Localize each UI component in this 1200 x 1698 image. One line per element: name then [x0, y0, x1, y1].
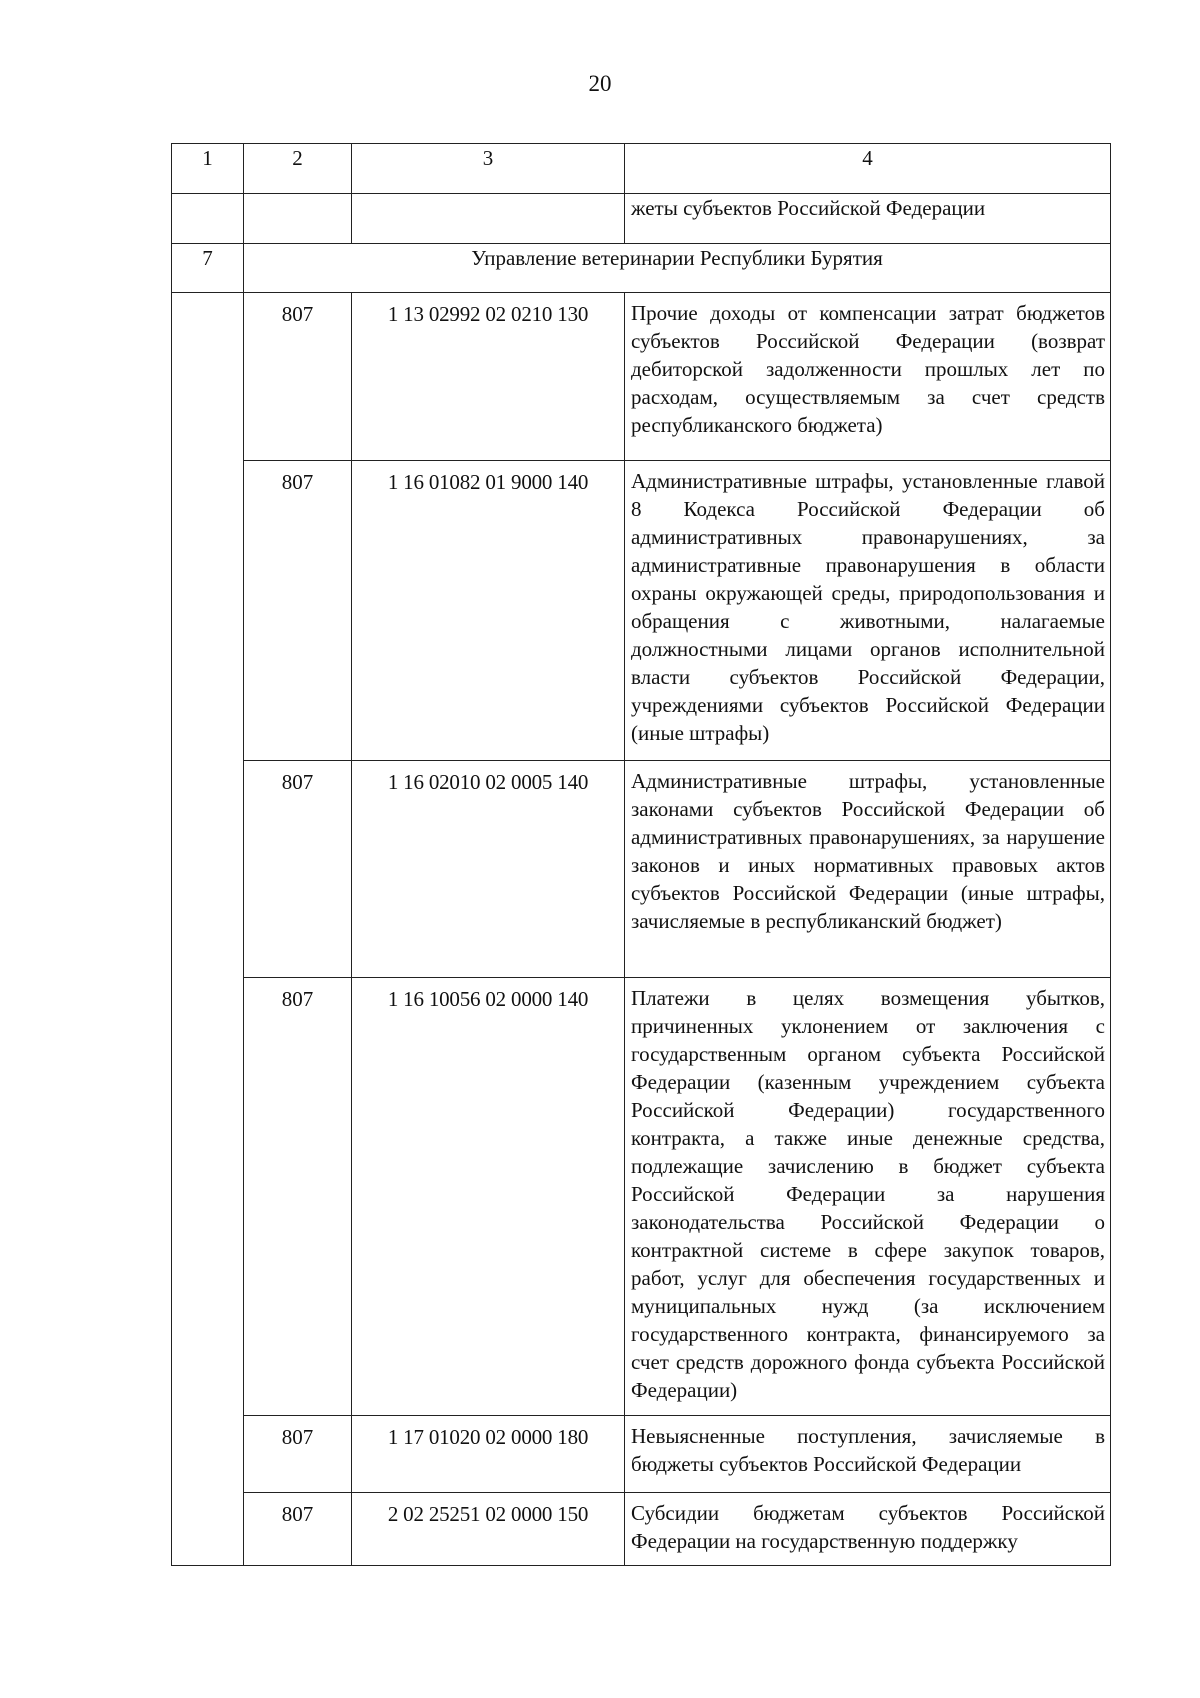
section-title: Управление ветеринарии Республики Бурятия	[244, 244, 1111, 293]
column-header-3: 3	[352, 144, 625, 194]
income-codes-table	[171, 143, 1111, 1566]
continuation-text: жеты субъектов Российской Федерации	[625, 194, 1111, 244]
section-number: 7	[172, 244, 244, 293]
income-description: Административные штрафы, установленные законами субъектов Российской Федерации об административных правонарушениях, за нарушение законов и иных нормативных правовых актов субъектов Российской Федерации (иные штрафы, зачисляемые в республиканский бюджет)	[625, 761, 1111, 978]
admin-code: 807	[244, 461, 352, 761]
income-description: Административные штрафы, установленные главой 8 Кодекса Российской Федерации об административных правонарушениях, за административные правонарушения в области охраны окружающей среды, природопользования и обращения с животными, налагаемые должностными лицами органов исполнительной власти субъектов Российской Федерации, учреждениями субъектов Российской Федерации (иные штрафы)	[625, 461, 1111, 761]
empty-cell	[352, 194, 625, 244]
admin-code: 807	[244, 761, 352, 978]
table-row	[172, 1416, 1111, 1493]
income-code: 1 16 01082 01 9000 140	[352, 461, 625, 761]
income-description: Невыясненные поступления, зачисляемые в бюджеты субъектов Российской Федерации	[625, 1416, 1111, 1493]
income-code: 2 02 25251 02 0000 150	[352, 1493, 625, 1566]
table-row	[172, 761, 1111, 978]
income-code: 1 17 01020 02 0000 180	[352, 1416, 625, 1493]
table-header-row	[172, 144, 1111, 194]
column-header-2: 2	[244, 144, 352, 194]
page-number: 20	[588, 71, 612, 96]
admin-code: 807	[244, 978, 352, 1416]
income-code: 1 16 02010 02 0005 140	[352, 761, 625, 978]
continuation-row	[172, 194, 1111, 244]
empty-cell	[172, 194, 244, 244]
admin-code: 807	[244, 293, 352, 461]
admin-code: 807	[244, 1493, 352, 1566]
admin-code: 807	[244, 1416, 352, 1493]
section-number-span-cell	[172, 293, 244, 1566]
column-header-1: 1	[172, 144, 244, 194]
income-code: 1 13 02992 02 0210 130	[352, 293, 625, 461]
section-row	[172, 244, 1111, 293]
income-description: Прочие доходы от компенсации затрат бюджетов субъектов Российской Федерации (возврат дебиторской задолженности прошлых лет по расходам, осуществляемым за счет средств республиканского бюджета)	[625, 293, 1111, 461]
column-header-4: 4	[625, 144, 1111, 194]
table-row	[172, 293, 1111, 461]
income-description: Платежи в целях возмещения убытков, причиненных уклонением от заключения с государственным органом субъекта Российской Федерации (казенным учреждением субъекта Российской Федерации) государственного контракта, а также иные денежные средства, подлежащие зачислению в бюджет субъекта Российской Федерации за нарушения законодательства Российской Федерации о контрактной системе в сфере закупок товаров, работ, услуг для обеспечения государственных и муниципальных нужд (за исключением государственного контракта, финансируемого за счет средств дорожного фонда субъекта Российской Федерации)	[625, 978, 1111, 1416]
table-row	[172, 1493, 1111, 1566]
table-row	[172, 461, 1111, 761]
table-row	[172, 978, 1111, 1416]
income-code: 1 16 10056 02 0000 140	[352, 978, 625, 1416]
income-description: Субсидии бюджетам субъектов Российской Федерации на государственную поддержку	[625, 1493, 1111, 1566]
empty-cell	[244, 194, 352, 244]
